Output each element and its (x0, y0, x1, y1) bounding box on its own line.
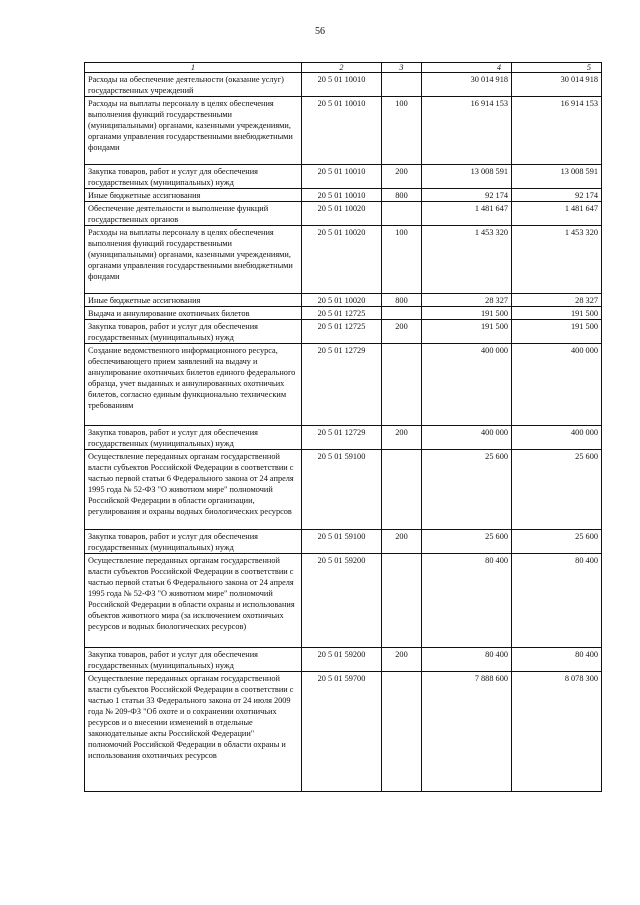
table-row (85, 530, 602, 554)
row-code: 20 5 01 59200 (302, 648, 382, 672)
table-row (85, 320, 602, 344)
row-code: 20 5 01 12725 (302, 320, 382, 344)
row-sum-1: 400 000 (422, 426, 512, 450)
row-type (382, 554, 422, 648)
row-name: Выдача и аннулирование охотничьих билетов (85, 307, 302, 320)
row-sum-2: 191 500 (512, 307, 602, 320)
row-sum-1: 16 914 153 (422, 97, 512, 165)
row-code: 20 5 01 59100 (302, 530, 382, 554)
row-type: 800 (382, 189, 422, 202)
row-type: 200 (382, 426, 422, 450)
column-header-3: 3 (382, 63, 422, 73)
row-code: 20 5 01 10020 (302, 294, 382, 307)
row-type (382, 307, 422, 320)
row-sum-1: 1 453 320 (422, 226, 512, 294)
row-type (382, 202, 422, 226)
table-row (85, 426, 602, 450)
row-sum-2: 191 500 (512, 320, 602, 344)
row-name: Иные бюджетные ассигнования (85, 189, 302, 202)
row-name: Иные бюджетные ассигнования (85, 294, 302, 307)
row-code: 20 5 01 12725 (302, 307, 382, 320)
row-sum-1: 13 008 591 (422, 165, 512, 189)
column-header-1: 1 (85, 63, 302, 73)
row-name: Расходы на обеспечение деятельности (оказание услуг) государственных учреждений (85, 73, 302, 97)
table-row (85, 226, 602, 294)
row-type: 200 (382, 648, 422, 672)
row-type: 200 (382, 165, 422, 189)
row-code: 20 5 01 10010 (302, 165, 382, 189)
row-sum-2: 1 453 320 (512, 226, 602, 294)
table-row (85, 97, 602, 165)
row-sum-2: 1 481 647 (512, 202, 602, 226)
row-sum-2: 80 400 (512, 554, 602, 648)
row-sum-2: 30 014 918 (512, 73, 602, 97)
row-name: Осуществление переданных органам государственной власти субъектов Российской Федерации в соответствии с частью первой статьи 6 Федерального закона от 24 апреля 1995 года № 52-ФЗ "О животном мире" полномочий Российской Федерации в области организации, регулирования и охраны водных биологических ресурсов (85, 450, 302, 530)
row-code: 20 5 01 59100 (302, 450, 382, 530)
row-sum-2: 8 078 300 (512, 672, 602, 792)
row-sum-1: 92 174 (422, 189, 512, 202)
row-sum-1: 80 400 (422, 648, 512, 672)
page-number: 56 (315, 26, 325, 37)
row-name: Осуществление переданных органам государственной власти субъектов Российской Федерации в соответствии с частью 1 статьи 33 Федерального закона от 24 июля 2009 года № 209-ФЗ "Об охоте и о сохранении охотничьих ресурсов и о внесении изменений в отдельные законодательные акты Российской Федерации" полномочий Российской Федерации в области охраны и использования охотничьих ресурсов (85, 672, 302, 792)
table-row (85, 554, 602, 648)
row-sum-1: 25 600 (422, 530, 512, 554)
table-row (85, 648, 602, 672)
column-header-2: 2 (302, 63, 382, 73)
row-name: Расходы на выплаты персоналу в целях обеспечения выполнения функций государственными (муниципальными) органами, казенными учреждениями, органами управления государственными внебюджетными фондами (85, 97, 302, 165)
row-sum-1: 25 600 (422, 450, 512, 530)
table-row (85, 165, 602, 189)
budget-table (84, 62, 602, 792)
row-type: 200 (382, 530, 422, 554)
table-row (85, 294, 602, 307)
row-name: Закупка товаров, работ и услуг для обеспечения государственных (муниципальных) нужд (85, 426, 302, 450)
row-sum-2: 92 174 (512, 189, 602, 202)
row-sum-1: 80 400 (422, 554, 512, 648)
row-code: 20 5 01 10010 (302, 189, 382, 202)
row-type (382, 344, 422, 426)
row-sum-1: 400 000 (422, 344, 512, 426)
table-row (85, 344, 602, 426)
row-sum-1: 191 500 (422, 307, 512, 320)
row-code: 20 5 01 59700 (302, 672, 382, 792)
table-row (85, 202, 602, 226)
row-sum-1: 1 481 647 (422, 202, 512, 226)
row-type: 100 (382, 97, 422, 165)
row-sum-1: 7 888 600 (422, 672, 512, 792)
row-type: 800 (382, 294, 422, 307)
row-name: Закупка товаров, работ и услуг для обеспечения государственных (муниципальных) нужд (85, 320, 302, 344)
row-code: 20 5 01 10010 (302, 73, 382, 97)
row-sum-2: 80 400 (512, 648, 602, 672)
row-type: 200 (382, 320, 422, 344)
row-name: Закупка товаров, работ и услуг для обеспечения государственных (муниципальных) нужд (85, 530, 302, 554)
row-name: Создание ведомственного информационного ресурса, обеспечивающего прием заявлений на выдачу и аннулирование охотничьих билетов единого федерального образца, учет выданных и аннулированных охотничьих билетов, согласно единым функционально техническим требованиям (85, 344, 302, 426)
row-type: 100 (382, 226, 422, 294)
row-code: 20 5 01 59200 (302, 554, 382, 648)
row-sum-1: 30 014 918 (422, 73, 512, 97)
table-row (85, 672, 602, 792)
row-sum-2: 25 600 (512, 450, 602, 530)
table-row (85, 450, 602, 530)
row-code: 20 5 01 10020 (302, 202, 382, 226)
row-sum-2: 400 000 (512, 344, 602, 426)
row-sum-2: 400 000 (512, 426, 602, 450)
table-row (85, 307, 602, 320)
row-sum-2: 13 008 591 (512, 165, 602, 189)
row-name: Расходы на выплаты персоналу в целях обеспечения выполнения функций государственными (муниципальными) органами, казенными учреждениями, органами управления государственными внебюджетными фондами (85, 226, 302, 294)
row-code: 20 5 01 12729 (302, 344, 382, 426)
row-sum-2: 25 600 (512, 530, 602, 554)
column-header-5: 5 (512, 63, 602, 73)
row-name: Закупка товаров, работ и услуг для обеспечения государственных (муниципальных) нужд (85, 165, 302, 189)
row-code: 20 5 01 12729 (302, 426, 382, 450)
row-code: 20 5 01 10020 (302, 226, 382, 294)
table-header-row (85, 63, 602, 73)
row-sum-2: 16 914 153 (512, 97, 602, 165)
row-name: Осуществление переданных органам государственной власти субъектов Российской Федерации в соответствии с частью первой статьи 6 Федерального закона от 24 апреля 1995 года № 52-ФЗ "О животном мире" полномочий Российской Федерации в области охраны и использования объектов животного мира (за исключением охотничьих ресурсов и водных биологических ресурсов) (85, 554, 302, 648)
row-name: Обеспечение деятельности и выполнение функций государственных органов (85, 202, 302, 226)
row-type (382, 450, 422, 530)
row-sum-1: 191 500 (422, 320, 512, 344)
row-sum-1: 28 327 (422, 294, 512, 307)
row-type (382, 672, 422, 792)
row-name: Закупка товаров, работ и услуг для обеспечения государственных (муниципальных) нужд (85, 648, 302, 672)
row-code: 20 5 01 10010 (302, 97, 382, 165)
table-row (85, 189, 602, 202)
column-header-4: 4 (422, 63, 512, 73)
row-type (382, 73, 422, 97)
table-row (85, 73, 602, 97)
row-sum-2: 28 327 (512, 294, 602, 307)
